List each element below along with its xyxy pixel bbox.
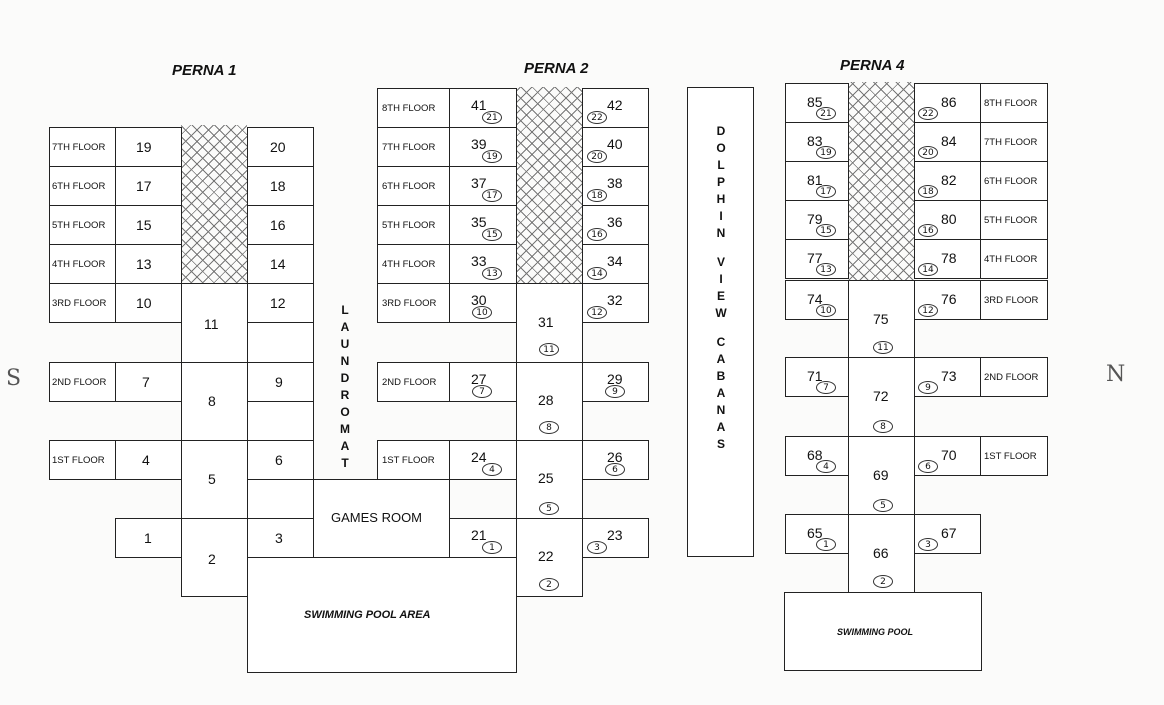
unit-33[interactable] [449, 244, 517, 284]
unit-number: 75 [873, 311, 889, 327]
unit-number: 72 [873, 388, 889, 404]
cabanas-label: D O L P H I N V I E W C A B A N A S [715, 124, 727, 451]
floor-label-4 [49, 244, 116, 284]
unit-number: 85 [807, 94, 823, 110]
floor-label-text: 3RD FLOOR [382, 298, 437, 309]
unit-36[interactable] [582, 205, 649, 245]
floor-label-text: 3RD FLOOR [984, 295, 1039, 306]
handwritten-mark: 14 [918, 263, 938, 276]
handwritten-mark: 20 [918, 146, 938, 159]
handwritten-mark: 3 [918, 538, 938, 551]
handwritten-mark: 17 [482, 189, 502, 202]
unit-17[interactable] [115, 166, 182, 206]
floor-label-5 [377, 205, 450, 245]
floor-label-text: 7TH FLOOR [984, 137, 1038, 148]
unit-number: 2 [208, 551, 216, 567]
unit-73[interactable] [914, 357, 981, 397]
unit-number: 76 [941, 291, 957, 307]
unit-35[interactable] [449, 205, 517, 245]
handwritten-mark: 16 [587, 228, 607, 241]
unit-76[interactable] [914, 280, 981, 320]
laundromat-label: L A U N D R O M A T [340, 303, 350, 470]
unit-number: 22 [538, 548, 554, 564]
unit-number: 27 [471, 371, 487, 387]
handwritten-mark: 10 [816, 304, 836, 317]
unit-11[interactable] [181, 283, 248, 363]
unit-number: 29 [607, 371, 623, 387]
unit-3[interactable] [247, 518, 314, 558]
unit-number: 78 [941, 250, 957, 266]
handwritten-mark: 1 [816, 538, 836, 551]
handwritten-mark: 20 [587, 150, 607, 163]
handwritten-mark: 10 [472, 306, 492, 319]
unit-number: 4 [142, 452, 150, 468]
unit-80[interactable] [914, 200, 981, 240]
floor-label-text: 5TH FLOOR [52, 220, 106, 231]
unit-74[interactable] [785, 280, 849, 320]
floor-label-2 [377, 362, 450, 402]
title-perna-4: PERNA 4 [840, 57, 905, 74]
swimming-pool-area[interactable] [247, 557, 517, 673]
unit-29[interactable] [582, 362, 649, 402]
unit-number: 7 [142, 374, 150, 390]
unit-25[interactable] [516, 440, 583, 519]
floor-label-text: 1ST FLOOR [52, 455, 105, 466]
unit-number: 1 [144, 530, 152, 546]
unit-34[interactable] [582, 244, 649, 284]
unit-number: 65 [807, 525, 823, 541]
unit-number: 80 [941, 211, 957, 227]
handwritten-mark: 7 [472, 385, 492, 398]
floor-label-3 [49, 283, 116, 323]
unit-number: 35 [471, 214, 487, 230]
handwritten-mark: 18 [918, 185, 938, 198]
floor-label-text: 7TH FLOOR [382, 142, 436, 153]
handwritten-mark: 17 [816, 185, 836, 198]
handwritten-mark: 15 [816, 224, 836, 237]
unit-8[interactable] [181, 362, 248, 441]
unit-85[interactable] [785, 83, 849, 123]
handwritten-mark: 21 [482, 111, 502, 124]
handwritten-mark: 22 [587, 111, 607, 124]
unit-number: 8 [208, 393, 216, 409]
unit-number: 25 [538, 470, 554, 486]
unit-number: 82 [941, 172, 957, 188]
unit-27[interactable] [449, 362, 517, 402]
floor-label-8 [377, 88, 450, 128]
unit-86[interactable] [914, 83, 981, 123]
unit-number: 32 [607, 292, 623, 308]
unit-39[interactable] [449, 127, 517, 167]
floor-label-text: 4TH FLOOR [52, 259, 106, 270]
unit-41[interactable] [449, 88, 517, 128]
unit-72[interactable] [848, 357, 915, 437]
unit-number: 20 [270, 139, 286, 155]
floor-label-text: 6TH FLOOR [52, 181, 106, 192]
handwritten-mark: 13 [482, 267, 502, 280]
unit-26[interactable] [582, 440, 649, 480]
unit-number: 26 [607, 449, 623, 465]
unit-15[interactable] [115, 205, 182, 245]
unit-40[interactable] [582, 127, 649, 167]
handwritten-mark: 19 [482, 150, 502, 163]
floor-label-1 [49, 440, 116, 480]
floor-label-text: 2ND FLOOR [984, 372, 1039, 383]
floor-label-5 [49, 205, 116, 245]
corridor-3rd [247, 322, 314, 363]
unit-number: 19 [136, 139, 152, 155]
unit-65[interactable] [785, 514, 849, 554]
floor-label-text: 2ND FLOOR [52, 377, 107, 388]
unit-37[interactable] [449, 166, 517, 206]
floor-label-text: 1ST FLOOR [984, 451, 1037, 462]
unit-number: 79 [807, 211, 823, 227]
unit-number: 70 [941, 447, 957, 463]
games-room-label: GAMES ROOM [331, 510, 423, 525]
handwritten-mark: 4 [482, 463, 502, 476]
unit-18[interactable] [247, 166, 314, 206]
unit-number: 71 [807, 368, 823, 384]
handwritten-mark: 5 [539, 502, 559, 515]
floor-label-3 [377, 283, 450, 323]
unit-19[interactable] [115, 127, 182, 167]
unit-number: 68 [807, 447, 823, 463]
floor-label-5 [980, 200, 1048, 240]
handwritten-mark: 21 [816, 107, 836, 120]
unit-67[interactable] [914, 514, 981, 554]
unit-30[interactable] [449, 283, 517, 323]
handwritten-mark: 6 [918, 460, 938, 473]
unit-number: 33 [471, 253, 487, 269]
floor-label-4 [980, 239, 1048, 279]
handwritten-mark: 2 [539, 578, 559, 591]
unit-number: 13 [136, 256, 152, 272]
unit-68[interactable] [785, 436, 849, 476]
games-room[interactable] [313, 479, 450, 558]
unit-number: 74 [807, 291, 823, 307]
unit-number: 5 [208, 471, 216, 487]
floor-label-7 [49, 127, 116, 167]
atrium-void [516, 87, 582, 285]
unit-number: 81 [807, 172, 823, 188]
unit-number: 11 [204, 316, 219, 332]
unit-number: 3 [275, 530, 283, 546]
unit-84[interactable] [914, 122, 981, 162]
unit-38[interactable] [582, 166, 649, 206]
unit-number: 28 [538, 392, 554, 408]
unit-number: 37 [471, 175, 487, 191]
unit-1[interactable] [115, 518, 182, 558]
pool-label: SWIMMING POOL [837, 627, 913, 637]
unit-9[interactable] [247, 362, 314, 402]
unit-77[interactable] [785, 239, 849, 279]
floor-label-6 [49, 166, 116, 206]
unit-20[interactable] [247, 127, 314, 167]
unit-24[interactable] [449, 440, 517, 480]
floor-label-4 [377, 244, 450, 284]
corridor-2nd [247, 401, 314, 441]
unit-31[interactable] [516, 283, 583, 363]
floor-label-1 [980, 436, 1048, 476]
handwritten-mark: 5 [873, 499, 893, 512]
unit-number: 24 [471, 449, 487, 465]
unit-81[interactable] [785, 161, 849, 201]
unit-number: 21 [471, 527, 487, 543]
unit-6[interactable] [247, 440, 314, 480]
floor-label-1 [377, 440, 450, 480]
handwritten-mark: 22 [918, 107, 938, 120]
dolphin-view-cabanas[interactable] [687, 87, 754, 557]
handwritten-mark: 1 [482, 541, 502, 554]
unit-number: 40 [607, 136, 623, 152]
unit-number: 36 [607, 214, 623, 230]
floor-label-text: 8TH FLOOR [382, 103, 436, 114]
margin-letter-s: S [6, 366, 22, 391]
floor-label-text: 7TH FLOOR [52, 142, 106, 153]
unit-number: 77 [807, 250, 823, 266]
unit-number: 14 [270, 256, 286, 272]
floor-label-text: 4TH FLOOR [984, 254, 1038, 265]
corridor-1st [247, 479, 314, 519]
unit-number: 34 [607, 253, 623, 269]
swimming-pool[interactable] [784, 592, 982, 671]
unit-75[interactable] [848, 280, 915, 358]
unit-number: 42 [607, 97, 623, 113]
pool-area-label: SWIMMING POOL AREA [304, 609, 431, 621]
unit-number: 6 [275, 452, 283, 468]
unit-22[interactable] [516, 518, 583, 597]
handwritten-mark: 8 [873, 420, 893, 433]
floor-label-7 [980, 122, 1048, 162]
unit-21[interactable] [449, 518, 517, 558]
atrium-void [181, 125, 247, 283]
unit-number: 41 [471, 97, 487, 113]
title-perna-1: PERNA 1 [172, 62, 237, 79]
handwritten-mark: 12 [918, 304, 938, 317]
atrium-void [848, 82, 914, 282]
unit-7[interactable] [115, 362, 182, 402]
floor-label-2 [49, 362, 116, 402]
handwritten-mark: 4 [816, 460, 836, 473]
handwritten-mark: 12 [587, 306, 607, 319]
unit-number: 10 [136, 295, 152, 311]
unit-number: 67 [941, 525, 957, 541]
unit-number: 73 [941, 368, 957, 384]
unit-4[interactable] [115, 440, 182, 480]
floor-label-text: 2ND FLOOR [382, 377, 437, 388]
unit-14[interactable] [247, 244, 314, 284]
unit-number: 23 [607, 527, 623, 543]
floor-label-2 [980, 357, 1048, 397]
unit-number: 9 [275, 374, 283, 390]
floor-label-text: 5TH FLOOR [984, 215, 1038, 226]
unit-number: 15 [136, 217, 152, 233]
unit-number: 12 [270, 295, 286, 311]
handwritten-mark: 13 [816, 263, 836, 276]
handwritten-mark: 11 [873, 341, 893, 354]
floor-label-text: 5TH FLOOR [382, 220, 436, 231]
unit-16[interactable] [247, 205, 314, 245]
floor-label-6 [980, 161, 1048, 201]
handwritten-mark: 18 [587, 189, 607, 202]
unit-71[interactable] [785, 357, 849, 397]
handwritten-mark: 19 [816, 146, 836, 159]
unit-number: 30 [471, 292, 487, 308]
handwritten-mark: 7 [816, 381, 836, 394]
unit-83[interactable] [785, 122, 849, 162]
handwritten-mark: 8 [539, 421, 559, 434]
unit-number: 18 [270, 178, 286, 194]
unit-28[interactable] [516, 362, 583, 441]
floor-label-text: 6TH FLOOR [382, 181, 436, 192]
unit-69[interactable] [848, 436, 915, 515]
unit-number: 66 [873, 545, 889, 561]
title-perna-2: PERNA 2 [524, 60, 589, 77]
unit-79[interactable] [785, 200, 849, 240]
unit-13[interactable] [115, 244, 182, 284]
handwritten-mark: 9 [605, 385, 625, 398]
handwritten-mark: 3 [587, 541, 607, 554]
unit-number: 86 [941, 94, 957, 110]
floor-label-7 [377, 127, 450, 167]
floor-label-8 [980, 83, 1048, 123]
handwritten-mark: 11 [539, 343, 559, 356]
unit-number: 31 [538, 314, 554, 330]
unit-number: 16 [270, 217, 286, 233]
unit-70[interactable] [914, 436, 981, 476]
unit-42[interactable] [582, 88, 649, 128]
handwritten-mark: 15 [482, 228, 502, 241]
floor-label-text: 3RD FLOOR [52, 298, 107, 309]
unit-82[interactable] [914, 161, 981, 201]
handwritten-mark: 9 [918, 381, 938, 394]
unit-2[interactable] [181, 518, 248, 597]
floor-label-6 [377, 166, 450, 206]
unit-5[interactable] [181, 440, 248, 519]
handwritten-mark: 14 [587, 267, 607, 280]
floor-label-text: 8TH FLOOR [984, 98, 1038, 109]
floor-label-text: 6TH FLOOR [984, 176, 1038, 187]
unit-78[interactable] [914, 239, 981, 279]
unit-32[interactable] [582, 283, 649, 323]
unit-number: 17 [136, 178, 152, 194]
unit-number: 69 [873, 467, 889, 483]
unit-23[interactable] [582, 518, 649, 558]
unit-number: 84 [941, 133, 957, 149]
handwritten-mark: 16 [918, 224, 938, 237]
handwritten-mark: 2 [873, 575, 893, 588]
unit-12[interactable] [247, 283, 314, 323]
unit-10[interactable] [115, 283, 182, 323]
unit-66[interactable] [848, 514, 915, 593]
unit-number: 83 [807, 133, 823, 149]
unit-number: 38 [607, 175, 623, 191]
floor-label-text: 4TH FLOOR [382, 259, 436, 270]
handwritten-mark: 6 [605, 463, 625, 476]
floor-label-3 [980, 280, 1048, 320]
floor-label-text: 1ST FLOOR [382, 455, 435, 466]
unit-number: 39 [471, 136, 487, 152]
margin-letter-n: N [1106, 362, 1126, 387]
